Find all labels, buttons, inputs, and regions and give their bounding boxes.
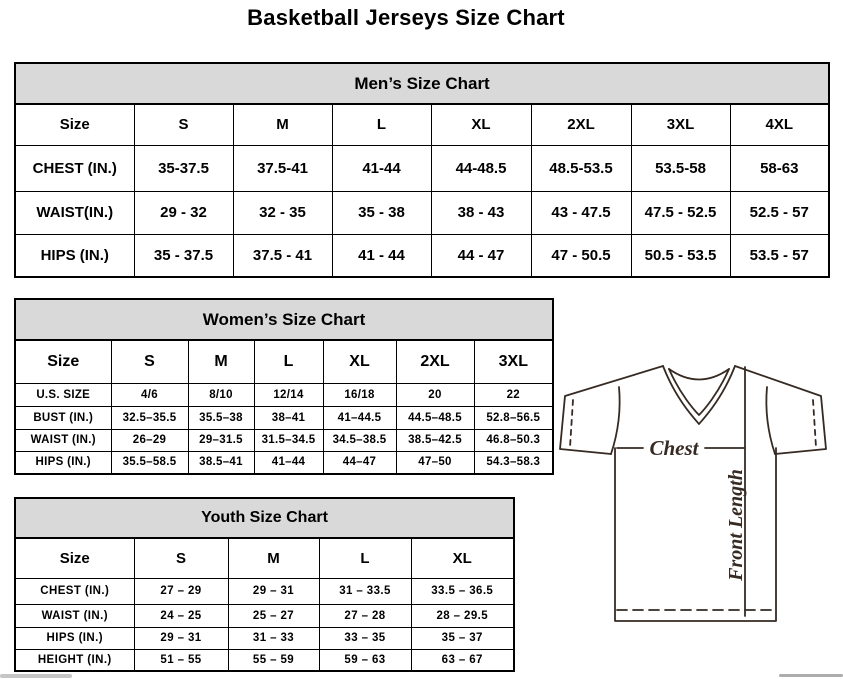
table-cell: 46.8–50.3 bbox=[474, 429, 553, 451]
table-cell: 25 – 27 bbox=[228, 604, 319, 627]
jersey-right-sleeve-dash bbox=[813, 400, 816, 447]
mens-size-table bbox=[14, 62, 830, 278]
table-cell: 44 - 47 bbox=[431, 234, 531, 277]
table-cell: 41–44 bbox=[254, 451, 323, 474]
table-cell: 52.5 - 57 bbox=[730, 191, 829, 234]
womens-col-header-s: S bbox=[111, 340, 188, 383]
scrollbar-fragment-right[interactable] bbox=[779, 674, 843, 677]
table-cell: 16/18 bbox=[323, 383, 396, 406]
mens-col-header-s: S bbox=[134, 104, 233, 145]
womens-col-header-l: L bbox=[254, 340, 323, 383]
table-cell: 43 - 47.5 bbox=[531, 191, 631, 234]
table-cell: 59 – 63 bbox=[319, 649, 411, 671]
table-cell: 50.5 - 53.5 bbox=[631, 234, 730, 277]
table-cell: 35.5–38 bbox=[188, 406, 254, 429]
chest-label: Chest bbox=[649, 436, 699, 460]
table-cell: 34.5–38.5 bbox=[323, 429, 396, 451]
jersey-left-sleeve bbox=[560, 366, 663, 454]
table-cell: 35 - 37.5 bbox=[134, 234, 233, 277]
table-cell: 44.5–48.5 bbox=[396, 406, 474, 429]
table-cell: 58-63 bbox=[730, 145, 829, 191]
youth-col-header-m: M bbox=[228, 538, 319, 578]
mens-col-header-3xl: 3XL bbox=[631, 104, 730, 145]
table-cell: 54.3–58.3 bbox=[474, 451, 553, 474]
table-cell: 27 – 28 bbox=[319, 604, 411, 627]
table-cell: 47 - 50.5 bbox=[531, 234, 631, 277]
womens-table-title: Women’s Size Chart bbox=[15, 299, 553, 340]
scrollbar-fragment-left[interactable] bbox=[0, 674, 72, 678]
table-cell: 35 - 38 bbox=[332, 191, 431, 234]
table-cell: 33 – 35 bbox=[319, 627, 411, 649]
youth-row-chest bbox=[15, 578, 514, 604]
jersey-collar-back-arc bbox=[669, 369, 729, 380]
jersey-right-sleeve bbox=[735, 366, 826, 454]
table-cell: 52.8–56.5 bbox=[474, 406, 553, 429]
row-label: WAIST (IN.) bbox=[15, 604, 134, 627]
table-cell: 29 – 31 bbox=[134, 627, 228, 649]
row-label: U.S. SIZE bbox=[15, 383, 111, 406]
table-cell: 41 - 44 bbox=[332, 234, 431, 277]
table-cell: 37.5 - 41 bbox=[233, 234, 332, 277]
womens-row-hips bbox=[15, 451, 553, 474]
youth-row-waist bbox=[15, 604, 514, 627]
table-cell: 29 - 32 bbox=[134, 191, 233, 234]
table-cell: 4/6 bbox=[111, 383, 188, 406]
womens-row-bust bbox=[15, 406, 553, 429]
table-cell: 32.5–35.5 bbox=[111, 406, 188, 429]
mens-row-waist bbox=[15, 191, 829, 234]
womens-row-waist bbox=[15, 429, 553, 451]
youth-row-hips bbox=[15, 627, 514, 649]
table-cell: 38.5–41 bbox=[188, 451, 254, 474]
womens-size-table bbox=[14, 298, 554, 475]
mens-table-title: Men’s Size Chart bbox=[15, 63, 829, 104]
jersey-left-sleeve-dash bbox=[570, 400, 573, 447]
row-label: BUST (IN.) bbox=[15, 406, 111, 429]
jersey-right-armhole-seam bbox=[766, 387, 775, 454]
table-cell: 33.5 – 36.5 bbox=[411, 578, 514, 604]
womens-col-header-xl: XL bbox=[323, 340, 396, 383]
womens-col-header-2xl: 2XL bbox=[396, 340, 474, 383]
womens-row-us-size bbox=[15, 383, 553, 406]
table-cell: 31 – 33.5 bbox=[319, 578, 411, 604]
youth-table-title: Youth Size Chart bbox=[15, 498, 514, 538]
mens-col-header-2xl: 2XL bbox=[531, 104, 631, 145]
row-label: HIPS (IN.) bbox=[15, 234, 134, 277]
womens-col-header-m: M bbox=[188, 340, 254, 383]
table-cell: 63 – 67 bbox=[411, 649, 514, 671]
youth-col-header-size: Size bbox=[15, 538, 134, 578]
table-cell: 29 – 31 bbox=[228, 578, 319, 604]
row-label: HIPS (IN.) bbox=[15, 627, 134, 649]
table-cell: 22 bbox=[474, 383, 553, 406]
table-cell: 38.5–42.5 bbox=[396, 429, 474, 451]
table-cell: 32 - 35 bbox=[233, 191, 332, 234]
mens-col-header-size: Size bbox=[15, 104, 134, 145]
youth-col-header-xl: XL bbox=[411, 538, 514, 578]
table-cell: 8/10 bbox=[188, 383, 254, 406]
front-length-label: Front Length bbox=[725, 469, 747, 581]
table-cell: 44–47 bbox=[323, 451, 396, 474]
jersey-collar-inner bbox=[669, 369, 729, 415]
row-label: HEIGHT (IN.) bbox=[15, 649, 134, 671]
table-cell: 37.5-41 bbox=[233, 145, 332, 191]
table-cell: 12/14 bbox=[254, 383, 323, 406]
mens-col-header-xl: XL bbox=[431, 104, 531, 145]
table-cell: 47–50 bbox=[396, 451, 474, 474]
row-label: CHEST (IN.) bbox=[15, 578, 134, 604]
row-label: CHEST (IN.) bbox=[15, 145, 134, 191]
table-cell: 47.5 - 52.5 bbox=[631, 191, 730, 234]
table-cell: 35 – 37 bbox=[411, 627, 514, 649]
table-cell: 29–31.5 bbox=[188, 429, 254, 451]
table-cell: 20 bbox=[396, 383, 474, 406]
jersey-left-armhole-seam bbox=[611, 387, 620, 454]
page-title: Basketball Jerseys Size Chart bbox=[247, 5, 565, 30]
table-cell: 44-48.5 bbox=[431, 145, 531, 191]
mens-col-header-m: M bbox=[233, 104, 332, 145]
table-cell: 28 – 29.5 bbox=[411, 604, 514, 627]
womens-col-header-3xl: 3XL bbox=[474, 340, 553, 383]
table-cell: 41-44 bbox=[332, 145, 431, 191]
table-cell: 27 – 29 bbox=[134, 578, 228, 604]
mens-row-hips bbox=[15, 234, 829, 277]
mens-row-chest bbox=[15, 145, 829, 191]
youth-size-table bbox=[14, 497, 515, 672]
row-label: WAIST (IN.) bbox=[15, 429, 111, 451]
mens-col-header-4xl: 4XL bbox=[730, 104, 829, 145]
table-cell: 41–44.5 bbox=[323, 406, 396, 429]
table-cell: 51 – 55 bbox=[134, 649, 228, 671]
table-cell: 38 - 43 bbox=[431, 191, 531, 234]
table-cell: 24 – 25 bbox=[134, 604, 228, 627]
youth-row-height bbox=[15, 649, 514, 671]
table-cell: 35.5–58.5 bbox=[111, 451, 188, 474]
jersey-body-outline bbox=[615, 448, 776, 621]
table-cell: 31 – 33 bbox=[228, 627, 319, 649]
table-cell: 53.5-58 bbox=[631, 145, 730, 191]
youth-col-header-l: L bbox=[319, 538, 411, 578]
womens-col-header-size: Size bbox=[15, 340, 111, 383]
table-cell: 35-37.5 bbox=[134, 145, 233, 191]
table-cell: 53.5 - 57 bbox=[730, 234, 829, 277]
table-cell: 26–29 bbox=[111, 429, 188, 451]
youth-col-header-s: S bbox=[134, 538, 228, 578]
table-cell: 38–41 bbox=[254, 406, 323, 429]
table-cell: 48.5-53.5 bbox=[531, 145, 631, 191]
row-label: WAIST(IN.) bbox=[15, 191, 134, 234]
mens-col-header-l: L bbox=[332, 104, 431, 145]
table-cell: 31.5–34.5 bbox=[254, 429, 323, 451]
table-cell: 55 – 59 bbox=[228, 649, 319, 671]
row-label: HIPS (IN.) bbox=[15, 451, 111, 474]
jersey-measurement-diagram bbox=[553, 363, 843, 633]
